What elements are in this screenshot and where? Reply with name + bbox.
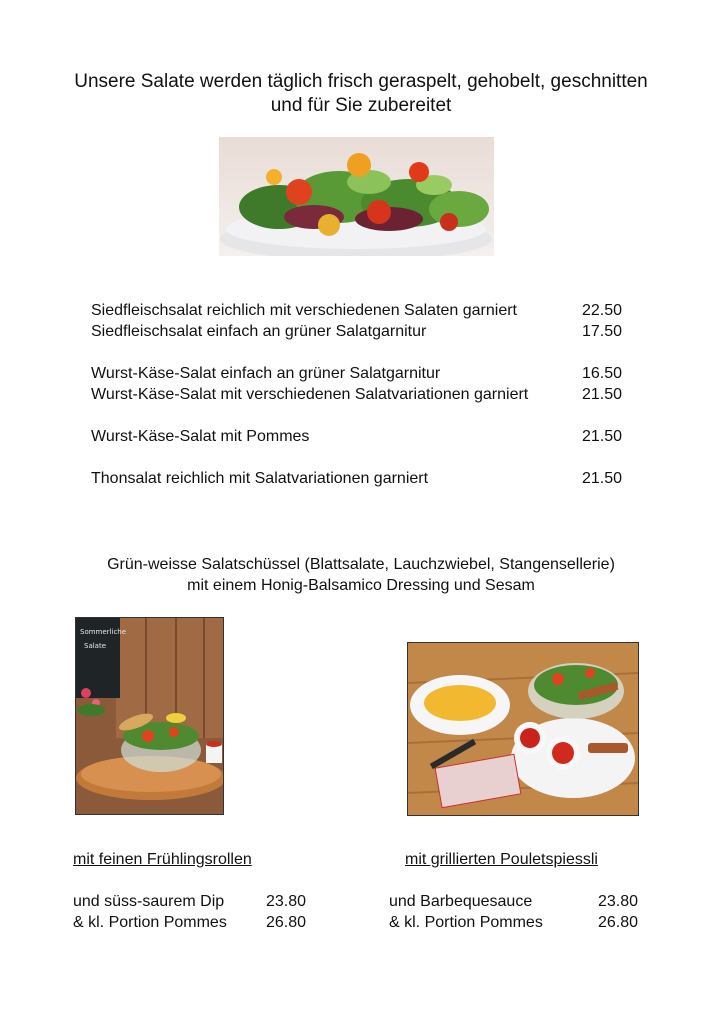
- menu-item-name: Siedfleischsalat reichlich mit verschiedenen Salaten garniert: [91, 302, 517, 319]
- menu-item-price: 21.50: [581, 470, 622, 487]
- option-row-label: & kl. Portion Pommes: [73, 914, 227, 931]
- spring-rolls-option-title: mit feinen Frühlingsrollen: [73, 851, 252, 868]
- menu-item-price: 21.50: [581, 386, 622, 403]
- option-row-price: 23.80: [265, 893, 306, 910]
- option-row-label: und süss-saurem Dip: [73, 893, 225, 910]
- menu-item-price: 16.50: [581, 365, 622, 382]
- menu-item-name: Wurst-Käse-Salat einfach an grüner Salatgarnitur: [91, 365, 441, 382]
- menu-item-name: Thonsalat reichlich mit Salatvariationen garniert: [91, 470, 429, 487]
- salad-bowl-photo: [219, 137, 494, 256]
- option-row-price: 23.80: [597, 893, 638, 910]
- menu-item-name: Wurst-Käse-Salat mit Pommes: [91, 428, 310, 445]
- salad-bowl-description-line-1: Grün-weisse Salatschüssel (Blattsalate, Lauchzwiebel, Stangensellerie): [107, 556, 615, 573]
- option-row-label: & kl. Portion Pommes: [389, 914, 543, 931]
- menu-item-price: 17.50: [581, 323, 622, 340]
- option-row-price: 26.80: [265, 914, 306, 931]
- chalkboard-text: Sommerliche: [80, 628, 127, 636]
- menu-item-price: 22.50: [581, 302, 622, 319]
- menu-item-name: Wurst-Käse-Salat mit verschiedenen Salatvariationen garniert: [91, 386, 529, 403]
- option-row-price: 26.80: [597, 914, 638, 931]
- spring-rolls-salad-photo: [75, 617, 224, 815]
- menu-item-price: 21.50: [581, 428, 622, 445]
- salad-bowl-description-line-2: mit einem Honig-Balsamico Dressing und Sesam: [187, 577, 535, 594]
- option-row-label: und Barbequesauce: [389, 893, 533, 910]
- chicken-skewers-photo: [407, 642, 639, 816]
- menu-heading-line-2: und für Sie zubereitet: [270, 95, 452, 116]
- chalkboard-text: Salate: [84, 642, 107, 650]
- menu-item-name: Siedfleischsalat einfach an grüner Salatgarnitur: [91, 323, 427, 340]
- chicken-skewers-option-title: mit grillierten Pouletspiessli: [405, 851, 598, 868]
- menu-heading-line-1: Unsere Salate werden täglich frisch geraspelt, gehobelt, geschnitten: [74, 71, 648, 92]
